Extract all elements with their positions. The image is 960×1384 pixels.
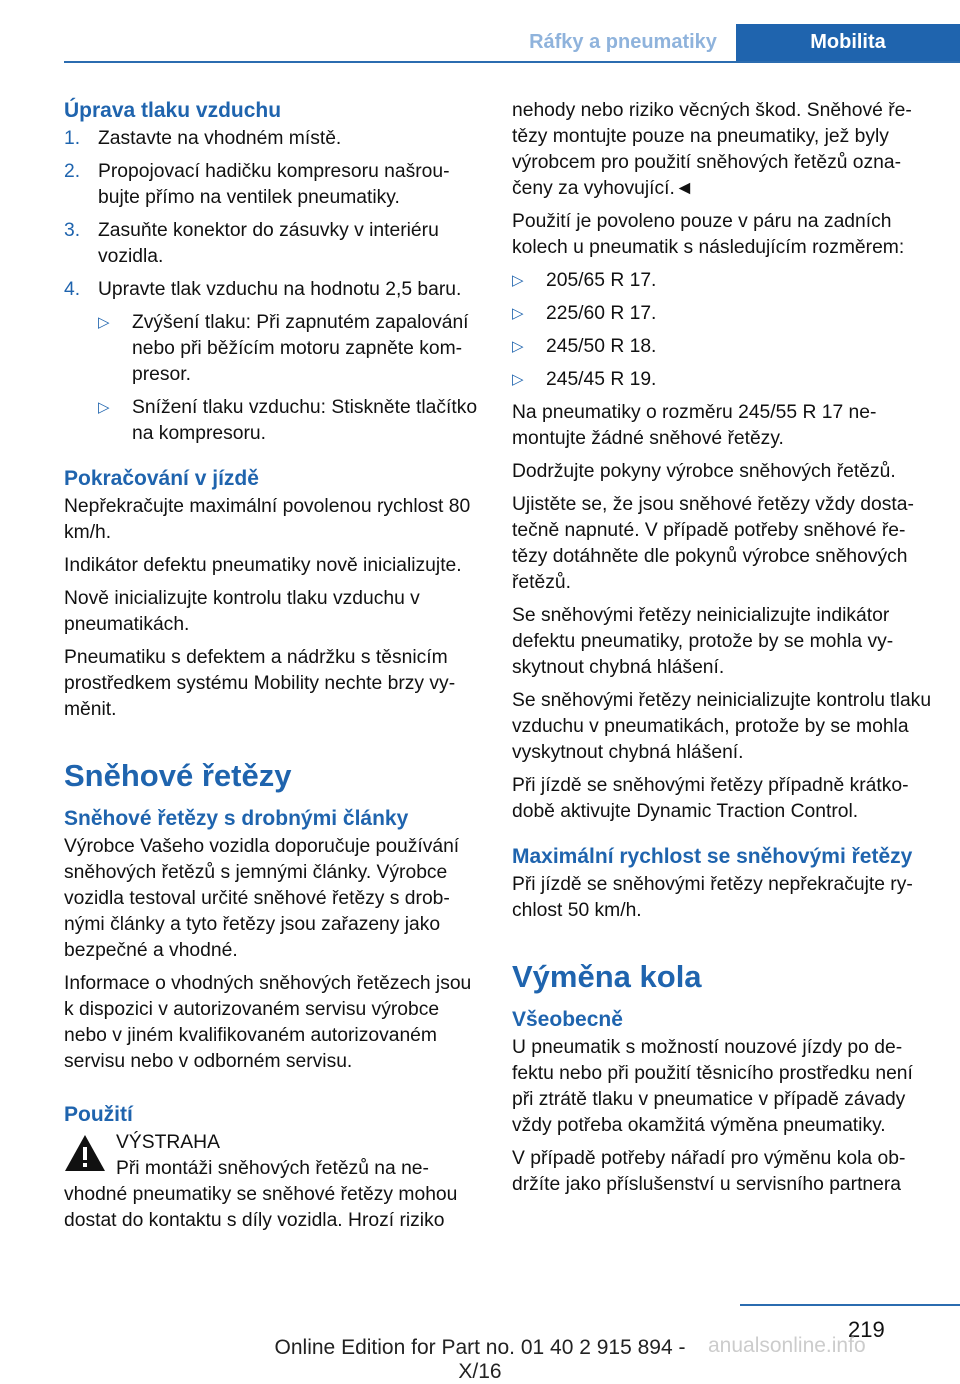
heading-pressure: Úprava tlaku vzduchu <box>64 99 282 122</box>
size-text: 245/50 R 18. <box>546 336 657 357</box>
substep-item <box>98 395 479 447</box>
size-text: 245/45 R 19. <box>546 369 657 390</box>
footer-rule <box>740 1304 960 1306</box>
step-item <box>64 159 479 211</box>
paragraph: Indikátor defektu pneumatiky nově inicializujte. <box>64 555 462 576</box>
paragraph: nehody nebo riziko věcných škod. Sněhové řetězy montujte pouze na pneumatiky, jež byly výrobcem pro použití sněhových řetězů označeny za vyhovující.◄ <box>512 100 912 199</box>
page-number: 219 <box>848 1317 885 1342</box>
size-text: 205/65 R 17. <box>546 270 657 291</box>
paragraph: Výrobce Vašeho vozidla doporučuje používání sněhových řetězů s jemnými články. Výrobce vozidla testoval určité sněhové řetězy s drobnými články a tyto řetězy jsou zařazeny jako bezpečné a vhodné. <box>64 836 460 961</box>
size-item <box>512 268 932 294</box>
heading-max-speed: Maximální rychlost se sněhovými řetězy <box>512 845 913 868</box>
paragraph: Ujistěte se, že jsou sněhové řetězy vždy dostatečně napnuté. V případě potřeby sněhové řetězy dotáhněte dle pokynů výrobce sněhových řetězů. <box>512 494 914 593</box>
paragraph: Nově inicializujte kontrolu tlaku vzduchu v pneumatikách. <box>64 588 420 635</box>
heading-snow-chains: Sněhové řetězy <box>64 758 292 793</box>
page-header <box>0 24 960 62</box>
step-number: 3. <box>64 220 81 241</box>
warning-title: VÝSTRAHA <box>116 1132 220 1153</box>
size-item <box>512 334 932 360</box>
chapter-tab: Mobilita <box>736 24 960 63</box>
paragraph: Při jízdě se sněhovými řetězy nepřekračujte rychlost 50 km/h. <box>512 874 913 921</box>
step-number: 4. <box>64 279 81 300</box>
triangle-bullet-icon: ▷ <box>98 399 110 416</box>
section-tab: Ráfky a pneumatiky <box>510 24 736 61</box>
triangle-bullet-icon: ▷ <box>98 314 110 331</box>
left-column <box>64 98 479 1234</box>
edition-footer: Online Edition for Part no. 01 40 2 915 894 - X/16 <box>274 1336 686 1383</box>
step-text: Propojovací hadičku kompresoru našroubujte přímo na ventilek pneumatiky. <box>98 161 450 208</box>
substep-text: Snížení tlaku vzduchu: Stiskněte tlačítko na kompresoru. <box>132 397 478 444</box>
heading-fine-chains: Sněhové řetězy s drobnými články <box>64 807 409 830</box>
triangle-bullet-icon: ▷ <box>512 371 524 388</box>
paragraph: V případě potřeby nářadí pro výměnu kola obdržíte jako příslušenství u servisního partnera <box>512 1148 906 1195</box>
heading-general: Všeobecně <box>512 1008 623 1031</box>
step-text: Zastavte na vhodném místě. <box>98 128 342 149</box>
warning-text: Při montáži sněhových řetězů na nevhodné pneumatiky se sněhové řetězy mohou dostat do kontaktu s díly vozidla. Hrozí riziko <box>64 1158 458 1231</box>
paragraph: U pneumatik s možností nouzové jízdy po defektu nebo při použití těsnicího prostředku není při ztrátě tlaku v pneumatice v případě závady vždy potřeba okamžitá výměna pneumatiky. <box>512 1037 913 1136</box>
paragraph: Dodržujte pokyny výrobce sněhových řetězů. <box>512 461 896 482</box>
size-item <box>512 301 932 327</box>
paragraph: Informace o vhodných sněhových řetězech jsou k dispozici v autorizovaném servisu výrobce nebo v jiném kvalifikovaném autorizovaném servisu nebo v odborném servisu. <box>64 973 472 1072</box>
triangle-bullet-icon: ▷ <box>512 272 524 289</box>
paragraph: Použití je povoleno pouze v páru na zadních kolech u pneumatik s následujícím rozměrem: <box>512 211 905 258</box>
size-text: 225/60 R 17. <box>546 303 657 324</box>
warning-box <box>64 1130 479 1156</box>
header-rule <box>64 61 960 63</box>
paragraph: Pneumatiku s defektem a nádržku s těsnicím prostředkem systému Mobility nechte brzy vyměnit. <box>64 647 456 720</box>
paragraph: Nepřekračujte maximální povolenou rychlost 80 km/h. <box>64 496 471 543</box>
step-text: Zasuňte konektor do zásuvky v interiéru vozidla. <box>98 220 439 267</box>
triangle-bullet-icon: ▷ <box>512 305 524 322</box>
step-text: Upravte tlak vzduchu na hodnotu 2,5 baru. <box>98 279 462 300</box>
step-item <box>64 126 479 152</box>
paragraph: Při jízdě se sněhovými řetězy případně krátkodobě aktivujte Dynamic Traction Control. <box>512 775 909 822</box>
right-column <box>512 98 932 1205</box>
paragraph: Na pneumatiky o rozměru 245/55 R 17 nemontujte žádné sněhové řetězy. <box>512 402 877 449</box>
heading-use: Použití <box>64 1103 133 1126</box>
watermark: anualsonline.info <box>708 1334 866 1357</box>
substep-item <box>98 310 479 388</box>
paragraph: Se sněhovými řetězy neinicializujte indikátor defektu pneumatiky, protože by se mohla vyskytnout chybná hlášení. <box>512 605 894 678</box>
step-item <box>64 218 479 270</box>
triangle-bullet-icon: ▷ <box>512 338 524 355</box>
warning-triangle-icon <box>64 1134 106 1172</box>
size-item <box>512 367 932 393</box>
heading-wheel-change: Výměna kola <box>512 959 702 994</box>
heading-continue: Pokračování v jízdě <box>64 467 259 490</box>
step-item <box>64 277 479 303</box>
step-number: 2. <box>64 161 81 182</box>
step-number: 1. <box>64 128 81 149</box>
paragraph: Se sněhovými řetězy neinicializujte kontrolu tlaku vzduchu v pneumatikách, protože by se mohla vyskytnout chybná hlášení. <box>512 690 932 763</box>
substep-text: Zvýšení tlaku: Při zapnutém zapalování nebo při běžícím motoru zapněte kompresor. <box>132 312 469 385</box>
